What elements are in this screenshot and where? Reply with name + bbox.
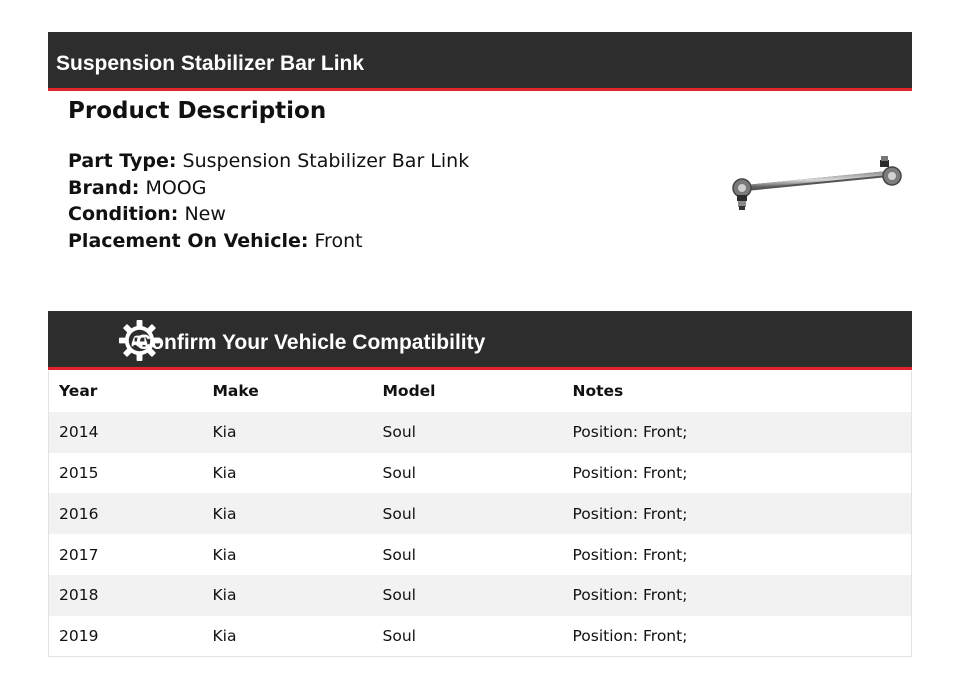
cell-year: 2016 [59, 504, 99, 523]
description-heading: Product Description [68, 98, 327, 124]
cell-make: Kia [212, 423, 237, 442]
table-row [49, 493, 912, 534]
spec-value: Suspension Stabilizer Bar Link [182, 150, 470, 172]
cell-model: Soul [382, 463, 416, 482]
spec-label: Condition: [68, 203, 179, 225]
cell-make: Kia [212, 586, 237, 605]
spec-list [68, 148, 469, 254]
cell-year: 2014 [59, 423, 99, 442]
cell-model: Soul [382, 423, 416, 442]
spec-placement [68, 228, 469, 255]
spec-value: New [184, 203, 226, 225]
table-row [49, 534, 912, 575]
column-header-notes: Notes [563, 371, 912, 412]
spec-condition [68, 201, 469, 228]
compatibility-table [48, 371, 912, 657]
cell-notes: Position: Front; [572, 504, 688, 523]
cell-model: Soul [382, 504, 416, 523]
column-header-year: Year [49, 371, 203, 412]
cell-make: Kia [212, 463, 237, 482]
cell-model: Soul [382, 545, 416, 564]
cell-make: Kia [212, 626, 237, 645]
table-row [49, 453, 912, 494]
table-header-row [49, 371, 912, 412]
cell-model: Soul [382, 626, 416, 645]
cell-year: 2017 [59, 545, 99, 564]
table-row [49, 412, 912, 453]
cell-year: 2018 [59, 586, 99, 605]
spec-brand [68, 175, 469, 202]
cell-notes: Position: Front; [572, 423, 688, 442]
spec-label: Part Type: [68, 150, 177, 172]
cell-model: Soul [382, 586, 416, 605]
stabilizer-link-image [728, 150, 908, 220]
table-row [49, 616, 912, 657]
cell-notes: Position: Front; [572, 463, 688, 482]
spec-label: Placement On Vehicle: [68, 229, 309, 252]
column-header-model: Model [373, 371, 563, 412]
cell-notes: Position: Front; [572, 586, 688, 605]
product-title: Suspension Stabilizer Bar Link [56, 52, 365, 75]
product-title-banner [48, 32, 912, 91]
spec-label: Brand: [68, 176, 140, 199]
spec-part-type [68, 148, 469, 175]
compatibility-title: Confirm Your Vehicle Compatibility [136, 331, 486, 354]
product-description [68, 96, 469, 254]
cell-notes: Position: Front; [572, 626, 688, 645]
cell-year: 2015 [59, 463, 99, 482]
cell-notes: Position: Front; [572, 545, 688, 564]
spec-value: MOOG [145, 176, 207, 199]
compatibility-banner [48, 311, 912, 370]
cell-make: Kia [212, 545, 237, 564]
cell-make: Kia [212, 504, 237, 523]
table-row [49, 575, 912, 616]
column-header-make: Make [203, 371, 373, 412]
spec-value: Front [314, 229, 363, 252]
cell-year: 2019 [59, 626, 99, 645]
